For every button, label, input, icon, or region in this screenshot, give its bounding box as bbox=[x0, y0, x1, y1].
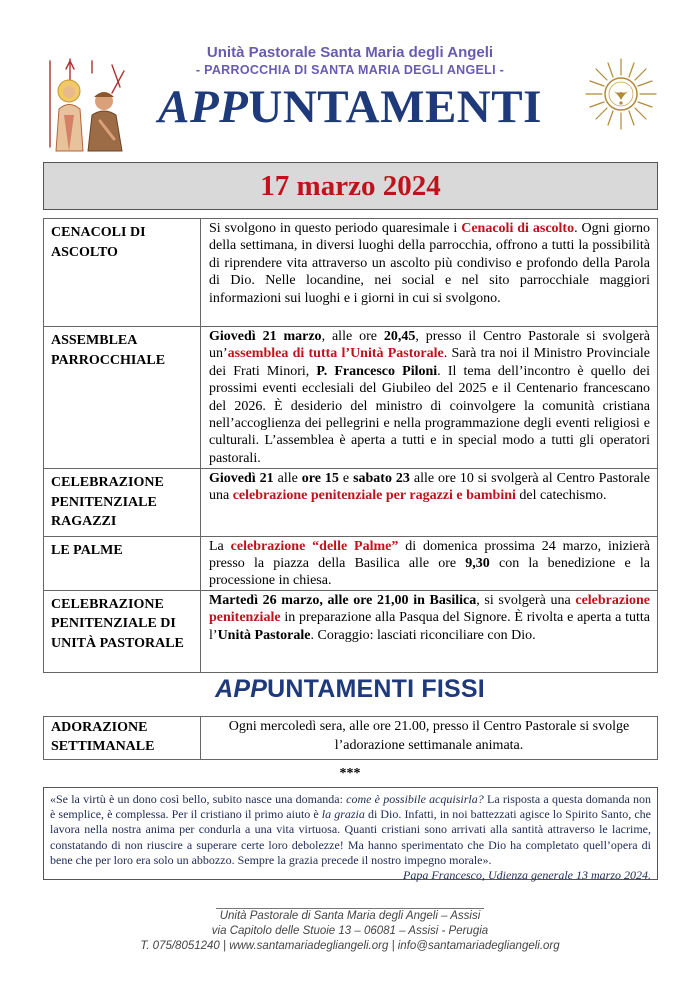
appointment-description bbox=[201, 590, 658, 672]
quote-citation: Papa Francesco, Udienza generale 13 marzo 2024. bbox=[403, 868, 651, 883]
organization-name: Unità Pastorale Santa Maria degli Angeli bbox=[206, 44, 494, 61]
text-segment: del catechismo. bbox=[515, 488, 607, 504]
page-title-rest: UNTAMENTI bbox=[248, 81, 542, 133]
appointment-description: Ogni mercoledì sera, alle ore 21.00, presso il Centro Pastorale si svolge l’adorazione settimanale animata. bbox=[201, 717, 658, 760]
parish-name: - PARROCCHIA DI SANTA MARIA DEGLI ANGELI - bbox=[195, 63, 505, 77]
italic-text: la grazia bbox=[321, 807, 365, 822]
text-segment: e bbox=[338, 471, 354, 486]
text-segment: di domenica prossima 24 marzo, inizierà presso la piazza della Basilica alle ore bbox=[209, 538, 650, 571]
text-segment: con la benedizione e la processione in chiesa. bbox=[209, 555, 650, 589]
table-row bbox=[44, 469, 658, 537]
appointment-title: ADORAZIONE SETTIMANALE bbox=[44, 717, 201, 760]
fixed-appointments-heading bbox=[0, 675, 700, 704]
text-segment: alle ore 10 si svolgerà al Centro Pastorale una bbox=[209, 471, 650, 504]
highlight-text: Cenacoli di ascolto bbox=[461, 221, 575, 236]
appointment-title: CENACOLI DI ASCOLTO bbox=[44, 219, 201, 327]
fixed-heading-rest: UNTAMENTI FISSI bbox=[267, 675, 485, 703]
bold-text: Martedì 26 marzo, alle ore 21,00 in Basilica bbox=[209, 592, 477, 608]
footer-address: via Capitolo delle Stuoie 13 – 06081 – Assisi - Perugia bbox=[211, 925, 489, 937]
appointment-description bbox=[201, 219, 658, 327]
text-segment: . Coraggio: lasciati riconciliare con Dio. bbox=[310, 627, 536, 643]
bold-text: ore 15 bbox=[301, 471, 339, 486]
text-segment: alle bbox=[273, 471, 302, 486]
table-row bbox=[44, 717, 658, 760]
date-text: 17 marzo 2024 bbox=[260, 170, 441, 202]
appointment-title: CELEBRAZIONE PENITENZIALE DI UNITÀ PASTORALE bbox=[44, 590, 201, 672]
bold-text: 20,45 bbox=[383, 329, 416, 344]
quote-box bbox=[43, 787, 658, 883]
appointment-title: LE PALME bbox=[44, 536, 201, 590]
appointment-description bbox=[201, 327, 658, 469]
bold-text: sabato 23 bbox=[353, 471, 410, 486]
jesus-and-francis-illustration-icon bbox=[42, 57, 130, 153]
table-row bbox=[44, 536, 658, 590]
highlight-text: celebrazione penitenziale bbox=[209, 592, 650, 626]
footer-contacts: T. 075/8051240 | www.santamariadegliangeli.org | info@santamariadegliangeli.org bbox=[140, 940, 560, 952]
text-segment: Si svolgono in questo periodo quaresimale i bbox=[209, 221, 462, 236]
appointment-description bbox=[201, 469, 658, 537]
text-segment: in preparazione alla Pasqua del Signore. È rivolta e aperta a tutta l’ bbox=[209, 610, 650, 643]
appointments-table bbox=[43, 218, 658, 673]
text-segment: . Il tema dell’incontro è quello dei prossimi eventi ecclesiali del Giubileo del 2025 e il Centenario francescano del 2026. È desiderio del ministro di coinvolgere la comunità cristiana nell’accoglienza dei pellegrini e nella programmazione degli eventi religiosi e culturali. L’assemblea è aperta a tutti e in special modo a tutti gli operatori pastorali. bbox=[209, 363, 650, 466]
text-segment: La risposta a questa domanda non è semplice, è complessa. Per il cristiano il primo aiuto è bbox=[50, 792, 652, 822]
highlight-text: celebrazione penitenziale per ragazzi e bambini bbox=[232, 488, 516, 504]
text-segment: La bbox=[209, 538, 231, 554]
bold-text: Giovedì 21 marzo bbox=[209, 329, 322, 344]
footer-organization: Unità Pastorale di Santa Maria degli Angeli – Assisi bbox=[219, 910, 481, 922]
text-segment: «Se la virtù è un dono così bello, subito nasce una domanda: bbox=[50, 792, 347, 806]
table-row bbox=[44, 219, 658, 327]
text-segment: di Dio. Infatti, in noi battezzati agisce lo Spirito Santo, che lavora nella nostra anima per condurla a una vita virtuosa. Quanti cristiani sono arrivati alla santità attraverso le lacrime, constatando di non riuscire a superare certe loro debolezze! Ma hanno sperimentato che Dio ha completato quell’opera di bene che per loro era solo un abbozzo. Sempre la grazia precede il nostro impegno morale». bbox=[50, 807, 651, 867]
text-segment: . Ogni giorno della settimana, in diversi luoghi della parrocchia, offrono a tutti la possibilità di riprendere vita attraverso un ascolto più condiviso e profondo della Parola di Dio. Nelle locandine, nei social e nel sito parrocchiale maggiori informazioni sui luoghi e i giorni in cui si svolgono. bbox=[209, 221, 650, 306]
table-row bbox=[44, 327, 658, 469]
fixed-appointments-table bbox=[43, 716, 658, 760]
quote-text bbox=[50, 792, 651, 868]
dove-sunburst-emblem-icon bbox=[584, 57, 658, 131]
highlight-text: assemblea di tutta l’Unità Pastorale bbox=[227, 346, 444, 362]
bold-text: P. Francesco Piloni bbox=[316, 363, 438, 379]
separator: *** bbox=[339, 766, 361, 781]
text-segment: , si svolgerà una bbox=[476, 592, 576, 608]
date-banner bbox=[43, 162, 658, 210]
appointment-title: ASSEMBLEA PARROCCHIALE bbox=[44, 327, 201, 469]
highlight-text: celebrazione “delle Palme” bbox=[230, 538, 399, 554]
fixed-heading-italic: APP bbox=[215, 675, 268, 703]
table-row bbox=[44, 590, 658, 672]
page-title-italic: APP bbox=[158, 81, 249, 133]
bold-text: Unità Pastorale bbox=[217, 627, 311, 643]
bold-text: 9,30 bbox=[465, 555, 490, 571]
italic-text: come è possibile acquisirla? bbox=[346, 792, 484, 806]
text-segment: . Sarà tra noi il Ministro Provinciale dei Frati Minori, bbox=[209, 346, 651, 379]
appointment-title: CELEBRAZIONE PENITENZIALE RAGAZZI bbox=[44, 469, 201, 537]
text-segment: , alle ore bbox=[321, 329, 384, 344]
appointment-description bbox=[201, 536, 658, 590]
text-segment: , presso il Centro Pastorale si svolgerà un’ bbox=[209, 329, 650, 362]
bold-text: Giovedì 21 bbox=[209, 471, 274, 486]
footer-divider bbox=[216, 908, 484, 909]
